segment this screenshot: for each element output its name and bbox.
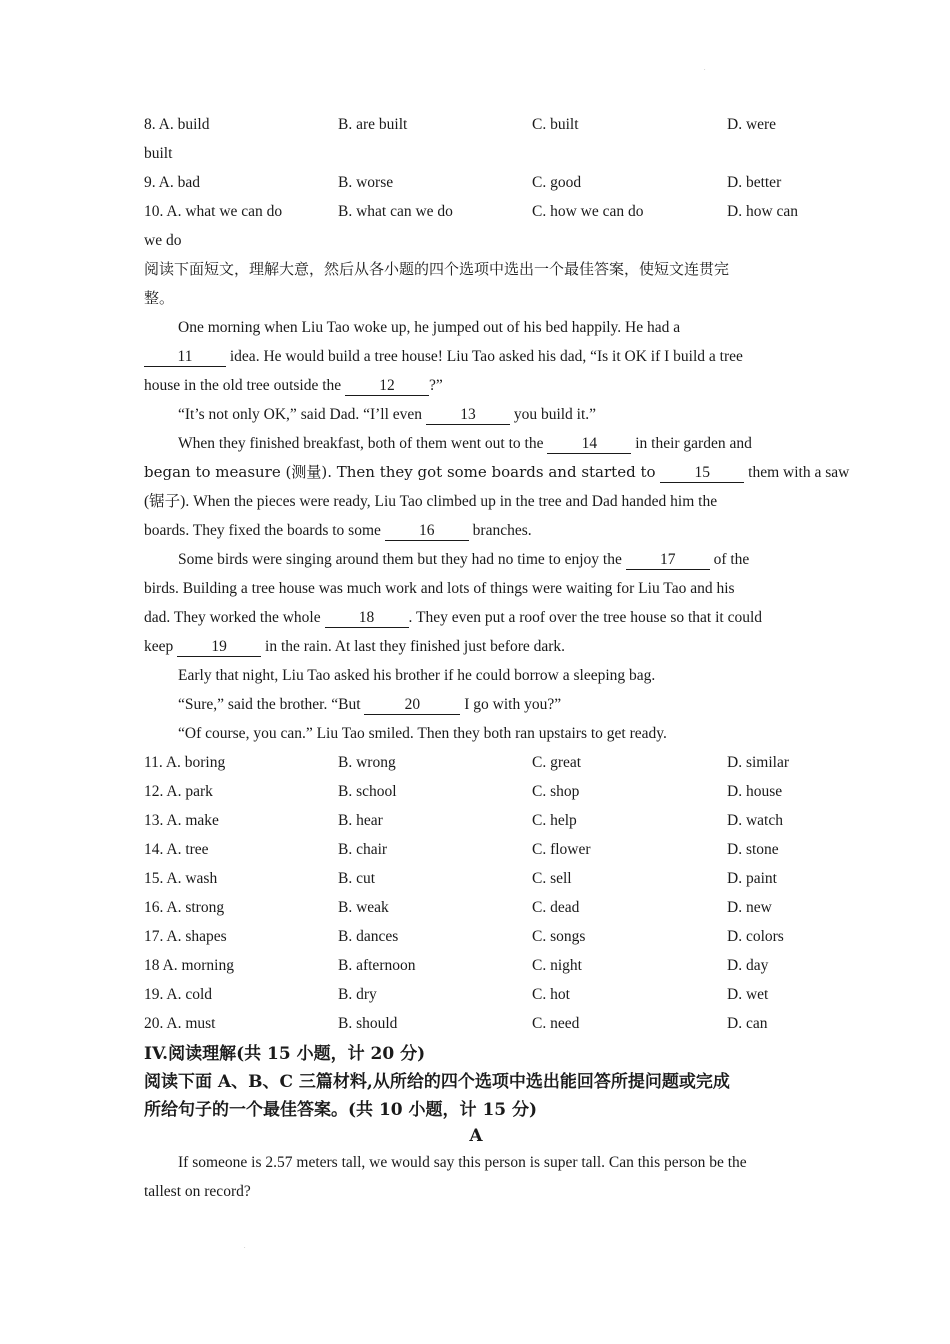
passage-line: Some birds were singing around them but they had no time to enjoy the 17 of the	[178, 551, 750, 568]
passage-line: began to measure (测量). Then they got some boards and started to 15 them with a saw	[144, 463, 850, 481]
passage-line: house in the old tree outside the 12 ?”	[144, 377, 443, 394]
instruction-line-1: 阅读下面短文，理解大意，然后从各小题的四个选项中选出一个最佳答案，使短文连贯完	[144, 260, 730, 278]
option-row-12: 12. A. park B. school C. shop D. house	[144, 783, 783, 800]
passage-line: boards. They fixed the boards to some 16 branches.	[144, 522, 532, 539]
blank-16[interactable]: 16	[385, 522, 469, 541]
option-wrap-8: built	[144, 145, 173, 162]
option-row-9: 9. A. bad B. worse C. good D. better	[144, 174, 782, 191]
blank-15[interactable]: 15	[660, 464, 744, 483]
option-row-14: 14. A. tree B. chair C. flower D. stone	[144, 841, 779, 858]
section-title: IV.阅读理解(共 15 小题，计 20 分)	[144, 1044, 426, 1064]
blank-12[interactable]: 12	[345, 377, 429, 396]
corner-mark: .	[244, 1244, 246, 1250]
blank-11[interactable]: 11	[144, 348, 226, 367]
blank-13[interactable]: 13	[426, 406, 510, 425]
option-row-19: 19. A. cold B. dry C. hot D. wet	[144, 986, 769, 1003]
passage-line: dad. They worked the whole 18 . They even put a roof over the tree house so that it could	[144, 609, 763, 626]
instruction-line-2: 整。	[144, 289, 175, 307]
passage-line: birds. Building a tree house was much work and lots of things were waiting for Liu Tao and his	[144, 580, 735, 597]
part-text-line-2: tallest on record?	[144, 1183, 251, 1200]
blank-20[interactable]: 20	[364, 696, 460, 715]
option-wrap-10: we do	[144, 232, 182, 249]
part-text-line-1: If someone is 2.57 meters tall, we would say this person is super tall. Can this person be the	[178, 1154, 747, 1171]
option-row-20: 20. A. must B. should C. need D. can	[144, 1015, 768, 1032]
option-row-11: 11. A. boring B. wrong C. great D. similar	[144, 754, 789, 771]
passage-line: One morning when Liu Tao woke up, he jumped out of his bed happily. He had a	[178, 319, 681, 336]
passage-line: “Of course, you can.” Liu Tao smiled. Then they both ran upstairs to get ready.	[178, 725, 667, 742]
option-row-13: 13. A. make B. hear C. help D. watch	[144, 812, 783, 829]
blank-14[interactable]: 14	[547, 435, 631, 454]
passage-line: “It’s not only OK,” said Dad. “I’ll even 13 you build it.”	[178, 406, 597, 423]
part-label: A	[469, 1126, 483, 1146]
corner-mark: .	[704, 66, 706, 72]
blank-19[interactable]: 19	[177, 638, 261, 657]
option-row-15: 15. A. wash B. cut C. sell D. paint	[144, 870, 777, 887]
passage-line: “Sure,” said the brother. “But 20 I go with you?”	[178, 696, 562, 713]
section-instruction-2: 所给句子的一个最佳答案。(共 10 小题，计 15 分)	[144, 1100, 538, 1120]
option-row-8: 8. A. build B. are built C. built D. were	[144, 116, 777, 133]
option-row-17: 17. A. shapes B. dances C. songs D. colors	[144, 928, 784, 945]
option-row-16: 16. A. strong B. weak C. dead D. new	[144, 899, 772, 916]
passage-line: When they finished breakfast, both of them went out to the 14 in their garden and	[178, 435, 752, 452]
option-row-10: 10. A. what we can do B. what can we do C. how we can do D. how can	[144, 203, 799, 220]
passage-line: (锯子). When the pieces were ready, Liu Tao climbed up in the tree and Dad handed him the	[144, 493, 718, 510]
passage-line: 11 idea. He would build a tree house! Liu Tao asked his dad, “Is it OK if I build a tree	[144, 342, 808, 371]
passage-line: Early that night, Liu Tao asked his brother if he could borrow a sleeping bag.	[178, 667, 656, 684]
document-page	[144, 110, 850, 1206]
blank-17[interactable]: 17	[626, 551, 710, 570]
blank-18[interactable]: 18	[325, 609, 409, 628]
section-instruction-1: 阅读下面 A、B、C 三篇材料,从所给的四个选项中选出能回答所提问题或完成	[144, 1072, 730, 1092]
option-row-18: 18 A. morning B. afternoon C. night D. day	[144, 957, 769, 974]
passage-line: keep 19 in the rain. At last they finished just before dark.	[144, 638, 566, 655]
